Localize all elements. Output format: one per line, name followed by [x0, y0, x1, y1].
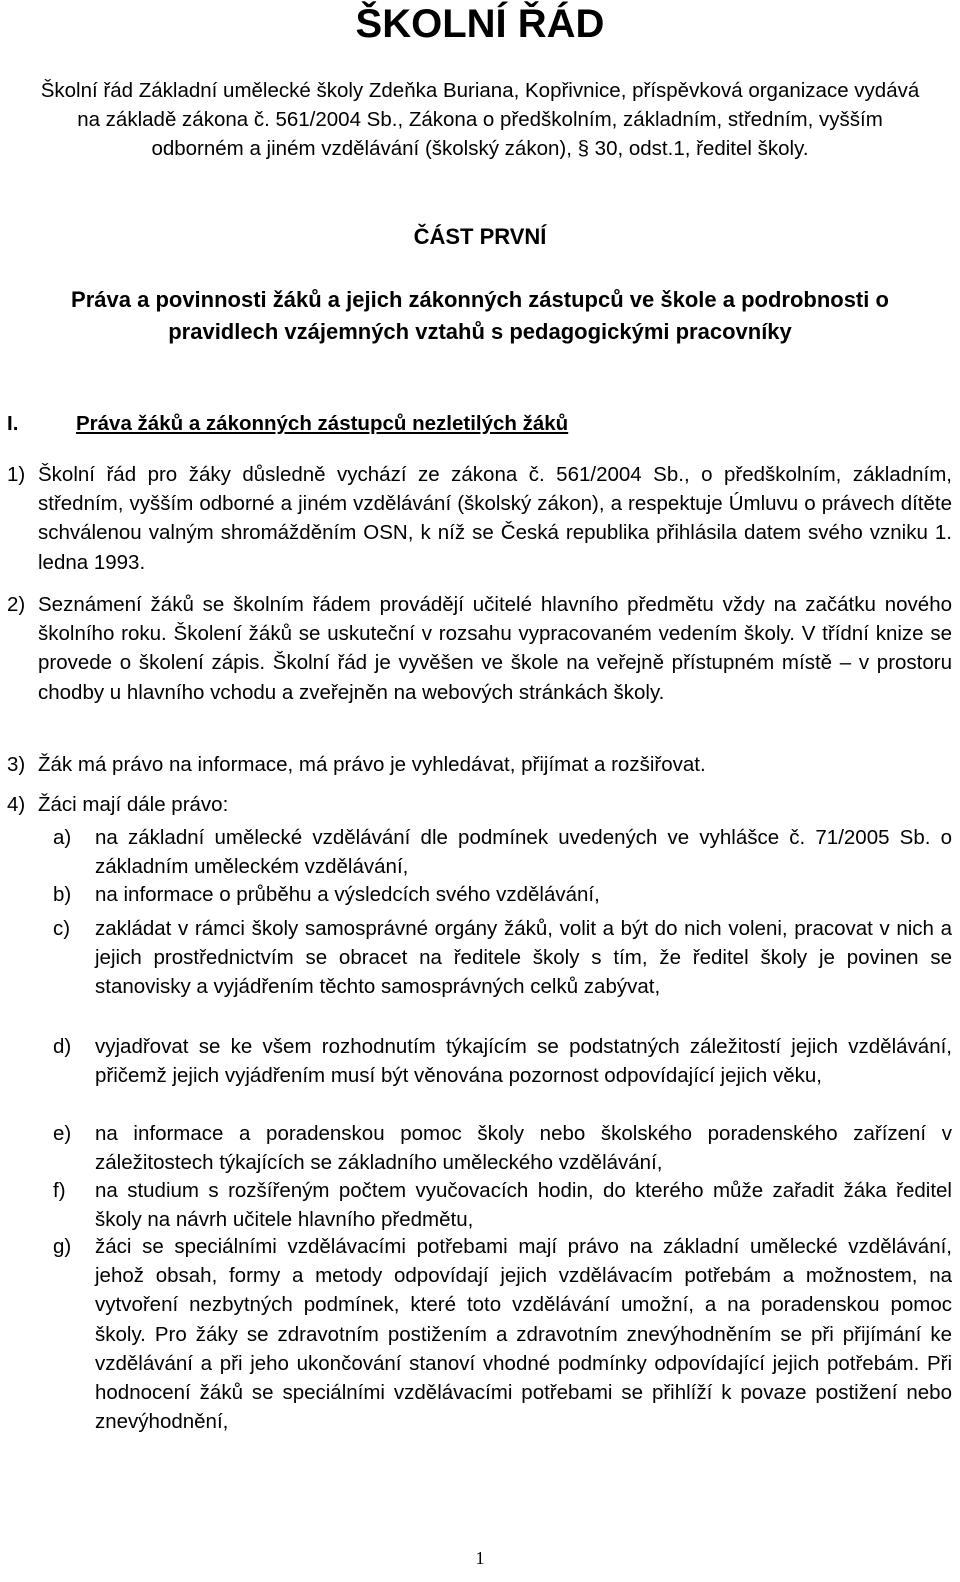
list-item-d: [53, 1032, 952, 1090]
list-item-letter: g): [53, 1235, 72, 1258]
paragraph-text: Seznámení žáků se školním řádem provádějí učitelé hlavního předmětu vždy na začátku nového školního roku. Školení žáků se uskuteční v rozsahu vypracovaném vedením školy. V třídní knize se provede o školení zápis. Školní řád je vyvěšen ve škole na veřejně přístupném místě – v prostoru chodby u hlavního vchodu a zveřejněn na webových stránkách školy.: [38, 593, 952, 704]
list-item-e: [53, 1119, 952, 1177]
list-item-letter: a): [53, 826, 72, 849]
document-title: ŠKOLNÍ ŘÁD: [355, 2, 605, 46]
list-item-text: na základní umělecké vzdělávání dle podmínek uvedených ve vyhlášce č. 71/2005 Sb. o základním uměleckém vzdělávání,: [95, 826, 952, 879]
list-item-text: vyjadřovat se ke všem rozhodnutím týkajícím se podstatných záležitostí jejich vzdělávání, přičemž jejich vyjádřením musí být věnována pozornost odpovídající jejich věku,: [95, 1035, 952, 1088]
list-item-f: [53, 1176, 952, 1234]
paragraph-number: 2): [7, 593, 26, 616]
paragraph-text: Žák má právo na informace, má právo je vyhledávat, přijímat a rozšiřovat.: [38, 753, 706, 776]
paragraph-1: [7, 460, 952, 577]
paragraph-number: 1): [7, 463, 26, 486]
section-number: I.: [7, 412, 19, 435]
list-item-text: na informace a poradenskou pomoc školy nebo školského poradenského zařízení v záležitostech týkajících se základního uměleckého vzdělávání,: [95, 1122, 952, 1175]
paragraph-number: 4): [7, 793, 26, 816]
list-item-text: na informace o průběhu a výsledcích svého vzdělávání,: [95, 883, 600, 906]
list-item-letter: e): [53, 1122, 72, 1145]
list-item-b: [53, 880, 952, 909]
paragraph-text: Školní řád pro žáky důsledně vychází ze zákona č. 561/2004 Sb., o předškolním, základním, středním, vyšším odborné a jiném vzdělávání (školský zákon), a respektuje Úmluvu o právech dítěte schválenou valným shromážděním OSN, k níž se Česká republika přihlásila datem svého vzniku 1. ledna 1993.: [38, 463, 952, 574]
list-item-g: [53, 1232, 952, 1436]
list-item-letter: c): [53, 917, 71, 940]
paragraph-3: [7, 750, 952, 779]
paragraph-2: [7, 590, 952, 707]
paragraph-number: 3): [7, 753, 26, 776]
list-item-letter: b): [53, 883, 72, 906]
section-title: Práva žáků a zákonných zástupců nezletilých žáků: [76, 412, 569, 435]
part-subtitle: Práva a povinnosti žáků a jejich zákonných zástupců ve škole a podrobnosti o pravidlech vzájemných vztahů s pedagogickými pracovníky: [71, 287, 889, 344]
list-item-letter: d): [53, 1035, 72, 1058]
paragraph-text: Žáci mají dále právo:: [38, 793, 229, 816]
list-item-text: na studium s rozšířeným počtem vyučovacích hodin, do kterého může zařadit žáka ředitel školy na návrh učitele hlavního předmětu,: [95, 1179, 952, 1232]
list-item-text: zakládat v rámci školy samosprávné orgány žáků, volit a být do nich voleni, pracovat v nich a jejich prostřednictvím se obracet na ředitele školy s tím, že ředitel školy je povinen se stanovisky a vyjádřením těchto samosprávných celků zabývat,: [95, 917, 952, 999]
page-number: 1: [475, 1548, 485, 1568]
part-heading: ČÁST PRVNÍ: [413, 224, 547, 249]
list-item-a: [53, 823, 952, 881]
list-item-c: [53, 914, 952, 1002]
list-item-text: žáci se speciálními vzdělávacími potřebami mají právo na základní umělecké vzdělávání, jehož obsah, formy a metody odpovídají jejich vzdělávacím potřebám a možnostem, na vytvoření nezbytných podmínek, které toto vzdělávání umožní, a na poradenskou pomoc školy. Pro žáky se zdravotním postižením a zdravotním znevýhodněním se při přijímání ke vzdělávání a při jeho ukončování stanoví vhodné podmínky odpovídající jejich potřebám. Při hodnocení žáků se speciálními vzdělávacími potřebami se přihlíží k povaze postižení nebo znevýhodnění,: [95, 1235, 952, 1434]
intro-paragraph: Školní řád Základní umělecké školy Zdeňka Buriana, Kopřivnice, příspěvková organizace vydává na základě zákona č. 561/2004 Sb., Zákona o předškolním, základním, středním, vyšším odborném a jiném vzdělávání (školský zákon), § 30, odst.1, ředitel školy.: [40, 79, 920, 160]
paragraph-4: [7, 790, 952, 819]
list-item-letter: f): [53, 1179, 66, 1202]
